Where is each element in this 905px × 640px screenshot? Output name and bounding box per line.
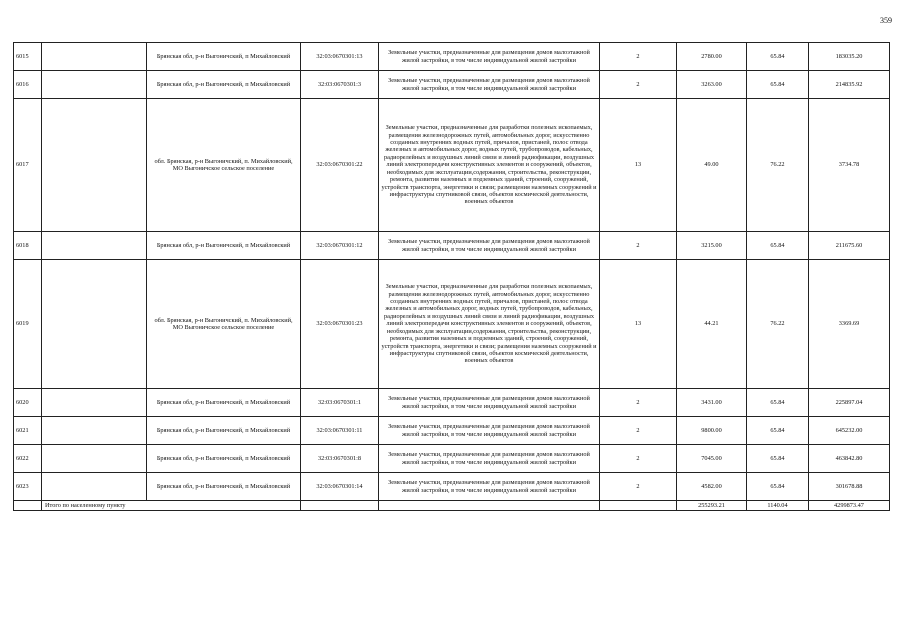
row-area: 3263.00 <box>677 71 747 99</box>
row-category: 2 <box>600 389 677 417</box>
row-cadastral-value: 225897.04 <box>809 389 890 417</box>
row-rate: 65.84 <box>747 417 809 445</box>
spacer-cell <box>42 417 147 445</box>
row-address: обл. Брянская, р-н Выгоничский, п. Михайловский, МО Выгоничское сельское поселение <box>147 260 301 389</box>
row-cadastral-number: 32:03:0670301:14 <box>301 473 379 501</box>
row-cadastral-value: 301678.88 <box>809 473 890 501</box>
row-land-use: Земельные участки, предназначенные для размещения домов малоэтажной жилой застройки, в том числе индивидуальной жилой застройки <box>379 445 600 473</box>
page-number: 359 <box>880 16 892 25</box>
row-area: 44.21 <box>677 260 747 389</box>
row-cadastral-value: 211675.60 <box>809 232 890 260</box>
table-row <box>14 473 890 501</box>
row-land-use: Земельные участки, предназначенные для размещения домов малоэтажной жилой застройки, в том числе индивидуальной жилой застройки <box>379 71 600 99</box>
row-cadastral-number: 32:03:0670301:13 <box>301 43 379 71</box>
spacer-cell <box>42 260 147 389</box>
row-area: 2780.00 <box>677 43 747 71</box>
row-number: 6018 <box>14 232 42 260</box>
row-cadastral-number: 32:03:0670301:11 <box>301 417 379 445</box>
table-row <box>14 417 890 445</box>
row-land-use: Земельные участки, предназначенные для размещения домов малоэтажной жилой застройки, в том числе индивидуальной жилой застройки <box>379 389 600 417</box>
row-cadastral-value: 3369.69 <box>809 260 890 389</box>
table-row <box>14 260 890 389</box>
row-number: 6015 <box>14 43 42 71</box>
row-number: 6022 <box>14 445 42 473</box>
row-land-use: Земельные участки, предназначенные для размещения домов малоэтажной жилой застройки, в том числе индивидуальной жилой застройки <box>379 417 600 445</box>
total-spacer-cell <box>14 501 42 511</box>
row-number: 6016 <box>14 71 42 99</box>
row-category: 2 <box>600 445 677 473</box>
row-address: Брянская обл, р-н Выгоничский, п Михайловский <box>147 417 301 445</box>
row-number: 6020 <box>14 389 42 417</box>
total-value: 4299873.47 <box>809 501 890 511</box>
spacer-cell <box>42 99 147 232</box>
row-address: Брянская обл, р-н Выгоничский, п Михайловский <box>147 445 301 473</box>
row-rate: 65.84 <box>747 43 809 71</box>
row-land-use: Земельные участки, предназначенные для размещения домов малоэтажной жилой застройки, в том числе индивидуальной жилой застройки <box>379 43 600 71</box>
row-cadastral-value: 3734.78 <box>809 99 890 232</box>
row-cadastral-value: 214835.92 <box>809 71 890 99</box>
row-rate: 76.22 <box>747 260 809 389</box>
row-number: 6019 <box>14 260 42 389</box>
row-address: Брянская обл, р-н Выгоничский, п Михайловский <box>147 473 301 501</box>
table-row <box>14 43 890 71</box>
row-rate: 65.84 <box>747 445 809 473</box>
row-cadastral-number: 32:03:0670301:1 <box>301 389 379 417</box>
spacer-cell <box>42 389 147 417</box>
row-rate: 65.84 <box>747 232 809 260</box>
row-category: 2 <box>600 473 677 501</box>
table-row <box>14 99 890 232</box>
row-address: Брянская обл, р-н Выгоничский, п Михайловский <box>147 43 301 71</box>
row-land-use: Земельные участки, предназначенные для разработки полезных ископаемых, размещения железнодорожных путей, автомобильных дорог, искусственно созданных внутренних водных путей, причалов, пристаней, полос отвода железных и автомобильных дорог, водных путей, трубопроводов, кабельных, радиорелейных и воздушных линий связи и линий радиофикации, воздушных линий электропередачи конструктивных элементов и сооружений, объектов, необходимых для эксплуатации,содержания, строительства, реконструкции, ремонта, развития наземных и подземных зданий, строений, сооружений, устройств транспорта, энергетики и связи; размещения наземных сооружений и инфраструктуры спутниковой связи, объектов космической деятельности, военных объектов <box>379 260 600 389</box>
table-row <box>14 445 890 473</box>
total-empty-cell <box>379 501 600 511</box>
row-category: 2 <box>600 417 677 445</box>
row-category: 2 <box>600 43 677 71</box>
row-category: 2 <box>600 71 677 99</box>
cadastral-value-table <box>13 42 890 511</box>
row-category: 13 <box>600 99 677 232</box>
row-address: Брянская обл, р-н Выгоничский, п Михайловский <box>147 71 301 99</box>
table-row <box>14 389 890 417</box>
row-number: 6017 <box>14 99 42 232</box>
row-cadastral-number: 32:03:0670301:12 <box>301 232 379 260</box>
row-cadastral-number: 32:03:0670301:22 <box>301 99 379 232</box>
row-cadastral-number: 32:03:0670301:3 <box>301 71 379 99</box>
row-category: 2 <box>600 232 677 260</box>
row-address: Брянская обл, р-н Выгоничский, п Михайловский <box>147 232 301 260</box>
row-cadastral-value: 183035.20 <box>809 43 890 71</box>
row-rate: 65.84 <box>747 71 809 99</box>
row-cadastral-value: 645232.00 <box>809 417 890 445</box>
spacer-cell <box>42 232 147 260</box>
spacer-cell <box>42 445 147 473</box>
total-empty-cell <box>301 501 379 511</box>
spacer-cell <box>42 71 147 99</box>
spacer-cell <box>42 473 147 501</box>
row-cadastral-value: 463842.80 <box>809 445 890 473</box>
row-address: Брянская обл, р-н Выгоничский, п Михайловский <box>147 389 301 417</box>
total-rate: 1140.04 <box>747 501 809 511</box>
row-rate: 65.84 <box>747 389 809 417</box>
row-category: 13 <box>600 260 677 389</box>
row-area: 3431.00 <box>677 389 747 417</box>
table-body <box>14 43 890 511</box>
total-label: Итого по населенному пункту <box>42 501 301 511</box>
table-row <box>14 71 890 99</box>
row-rate: 65.84 <box>747 473 809 501</box>
row-area: 3215.00 <box>677 232 747 260</box>
total-empty-cell <box>600 501 677 511</box>
row-land-use: Земельные участки, предназначенные для разработки полезных ископаемых, размещения железнодорожных путей, автомобильных дорог, искусственно созданных внутренних водных путей, причалов, пристаней, полос отвода железных и автомобильных дорог, водных путей, трубопроводов, кабельных, радиорелейных и воздушных линий связи и линий радиофикации, воздушных линий электропередачи конструктивных элементов и сооружений, объектов, необходимых для эксплуатации,содержания, строительства, реконструкции, ремонта, развития наземных и подземных зданий, строений, сооружений, устройств транспорта, энергетики и связи; размещения наземных сооружений и инфраструктуры спутниковой связи, объектов космической деятельности, военных объектов <box>379 99 600 232</box>
total-row <box>14 501 890 511</box>
row-number: 6021 <box>14 417 42 445</box>
spacer-cell <box>42 43 147 71</box>
row-number: 6023 <box>14 473 42 501</box>
table-row <box>14 232 890 260</box>
row-cadastral-number: 32:03:0670301:23 <box>301 260 379 389</box>
row-area: 9800.00 <box>677 417 747 445</box>
row-address: обл. Брянская, р-н Выгоничский, п. Михайловский, МО Выгоничское сельское поселение <box>147 99 301 232</box>
row-cadastral-number: 32:03:0670301:8 <box>301 445 379 473</box>
row-area: 49.00 <box>677 99 747 232</box>
row-area: 7045.00 <box>677 445 747 473</box>
row-area: 4582.00 <box>677 473 747 501</box>
row-land-use: Земельные участки, предназначенные для размещения домов малоэтажной жилой застройки, в том числе индивидуальной жилой застройки <box>379 473 600 501</box>
row-land-use: Земельные участки, предназначенные для размещения домов малоэтажной жилой застройки, в том числе индивидуальной жилой застройки <box>379 232 600 260</box>
row-rate: 76.22 <box>747 99 809 232</box>
total-area: 255293.21 <box>677 501 747 511</box>
